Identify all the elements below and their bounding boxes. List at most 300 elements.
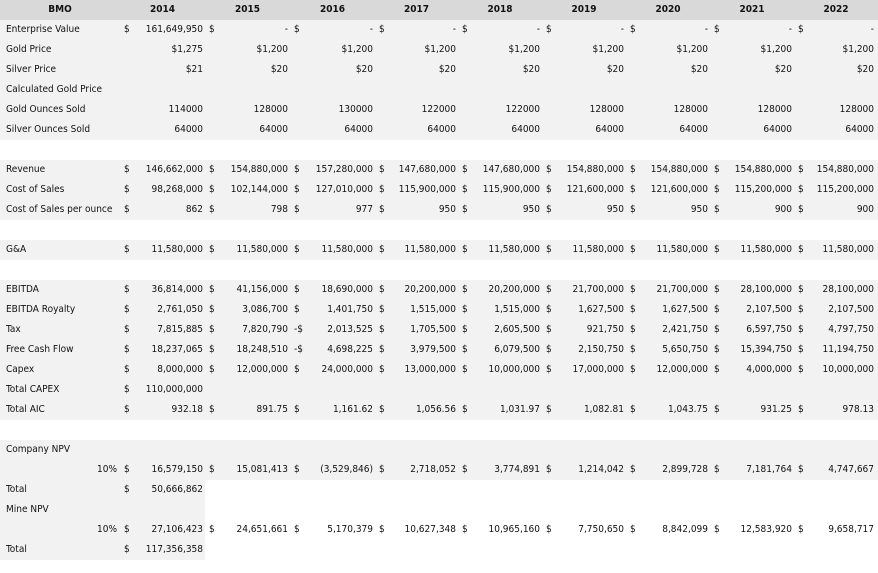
value-cell[interactable]: 24,000,000 <box>321 364 373 375</box>
value-cell[interactable]: 4,797,750 <box>828 324 874 335</box>
value-cell[interactable]: 15,394,750 <box>740 344 792 355</box>
currency-symbol: $ <box>546 164 552 175</box>
value-cell[interactable]: 1,627,500 <box>662 304 708 315</box>
value-cell[interactable]: 11,580,000 <box>740 244 792 255</box>
value-cell[interactable]: 157,280,000 <box>315 164 373 175</box>
value-cell[interactable]: 147,680,000 <box>398 164 456 175</box>
currency-symbol: $ <box>379 464 385 475</box>
currency-symbol: $ <box>714 244 720 255</box>
value-cell[interactable]: - <box>704 24 708 35</box>
value-cell[interactable]: 7,815,885 <box>157 324 203 335</box>
value-cell[interactable]: 4,747,667 <box>828 464 874 475</box>
value-cell[interactable]: 12,000,000 <box>656 364 708 375</box>
row-label[interactable]: G&A <box>6 244 27 255</box>
currency-symbol: $ <box>462 24 468 35</box>
currency-symbol: $ <box>124 484 130 495</box>
header-label[interactable]: BMO <box>48 4 72 15</box>
currency-symbol: $ <box>462 184 468 195</box>
value-cell[interactable]: $20 <box>606 64 624 75</box>
value-cell[interactable]: 891.75 <box>256 404 288 415</box>
currency-symbol: -$ <box>294 344 303 355</box>
currency-symbol: $ <box>546 344 552 355</box>
table-row <box>0 400 878 420</box>
value-cell[interactable]: 1,082.81 <box>583 404 624 415</box>
currency-symbol: $ <box>714 204 720 215</box>
currency-symbol: $ <box>124 324 130 335</box>
currency-symbol: $ <box>798 164 804 175</box>
currency-symbol: $ <box>462 304 468 315</box>
value-cell[interactable]: 127,010,000 <box>315 184 373 195</box>
table-row <box>0 180 878 200</box>
value-cell[interactable]: 2,718,052 <box>410 464 456 475</box>
table-row <box>0 420 878 440</box>
currency-symbol: $ <box>379 364 385 375</box>
value-cell[interactable]: $1,200 <box>341 44 373 55</box>
value-cell[interactable]: 977 <box>355 204 373 215</box>
value-cell[interactable]: 64000 <box>427 124 456 135</box>
header-row <box>0 0 878 20</box>
currency-symbol: $ <box>294 304 300 315</box>
row-label[interactable]: Silver Price <box>6 64 57 75</box>
currency-symbol: $ <box>209 464 215 475</box>
value-cell[interactable]: 18,237,065 <box>151 344 203 355</box>
currency-symbol: $ <box>379 164 385 175</box>
value-cell[interactable]: 1,515,000 <box>494 304 540 315</box>
year-header[interactable]: 2017 <box>403 4 430 15</box>
value-cell[interactable]: 6,597,750 <box>746 324 792 335</box>
currency-symbol: $ <box>294 24 300 35</box>
value-cell[interactable]: 2,150,750 <box>578 344 624 355</box>
currency-symbol: $ <box>294 364 300 375</box>
row-label[interactable]: EBITDA <box>6 284 39 295</box>
table-row <box>0 80 878 100</box>
value-cell[interactable]: $1,200 <box>676 44 708 55</box>
row-band <box>0 440 878 460</box>
value-cell[interactable]: 10,965,160 <box>488 524 540 535</box>
currency-symbol: $ <box>209 204 215 215</box>
value-cell[interactable]: 64000 <box>845 124 874 135</box>
value-cell[interactable]: 20,200,000 <box>488 284 540 295</box>
value-cell[interactable]: 3,774,891 <box>494 464 540 475</box>
currency-symbol: $ <box>124 364 130 375</box>
table-row <box>0 380 878 400</box>
table-row <box>0 540 878 560</box>
table-row <box>0 440 878 460</box>
value-cell[interactable]: 128000 <box>757 104 792 115</box>
currency-symbol: $ <box>546 364 552 375</box>
table-row <box>0 120 878 140</box>
row-label[interactable]: Silver Ounces Sold <box>6 124 91 135</box>
value-cell[interactable]: 1,515,000 <box>410 304 456 315</box>
value-cell[interactable]: - <box>870 24 874 35</box>
table-row <box>0 280 878 300</box>
value-cell[interactable]: $20 <box>270 64 288 75</box>
value-cell[interactable]: 7,820,790 <box>242 324 288 335</box>
currency-symbol: $ <box>546 284 552 295</box>
value-cell[interactable]: $1,200 <box>508 44 540 55</box>
currency-symbol: $ <box>209 304 215 315</box>
value-cell[interactable]: 21,700,000 <box>656 284 708 295</box>
currency-symbol: $ <box>546 184 552 195</box>
currency-symbol: $ <box>209 324 215 335</box>
currency-symbol: $ <box>379 24 385 35</box>
row-label[interactable]: Tax <box>6 324 21 335</box>
value-cell[interactable]: 900 <box>774 204 792 215</box>
value-cell[interactable]: 798 <box>270 204 288 215</box>
value-cell[interactable]: $20 <box>690 64 708 75</box>
value-cell[interactable]: 11,580,000 <box>404 244 456 255</box>
value-cell[interactable]: 154,880,000 <box>650 164 708 175</box>
currency-symbol: $ <box>546 304 552 315</box>
value-cell[interactable]: 11,580,000 <box>321 244 373 255</box>
value-cell[interactable]: 28,100,000 <box>740 284 792 295</box>
value-cell[interactable]: 64000 <box>344 124 373 135</box>
year-header[interactable]: 2019 <box>571 4 597 15</box>
value-cell[interactable]: 21,700,000 <box>572 284 624 295</box>
value-cell[interactable]: 154,880,000 <box>816 164 874 175</box>
currency-symbol: $ <box>798 524 804 535</box>
value-cell[interactable]: $1,200 <box>842 44 874 55</box>
currency-symbol: $ <box>714 324 720 335</box>
value-cell[interactable]: 24,651,661 <box>236 524 288 535</box>
currency-symbol: $ <box>798 24 804 35</box>
value-cell[interactable]: 98,268,000 <box>151 184 203 195</box>
year-header[interactable]: 2015 <box>234 4 261 15</box>
value-cell[interactable]: 7,181,764 <box>746 464 792 475</box>
currency-symbol: $ <box>630 204 636 215</box>
currency-symbol: $ <box>462 284 468 295</box>
value-cell[interactable]: 128000 <box>589 104 624 115</box>
value-cell[interactable]: 10,000,000 <box>488 364 540 375</box>
currency-symbol: $ <box>546 204 552 215</box>
value-cell[interactable]: 921,750 <box>586 324 624 335</box>
currency-symbol: $ <box>462 164 468 175</box>
currency-symbol: $ <box>209 184 215 195</box>
value-cell[interactable]: 1,705,500 <box>410 324 456 335</box>
row-label[interactable]: Enterprise Value <box>6 24 80 35</box>
value-cell[interactable]: 9,658,717 <box>828 524 874 535</box>
value-cell[interactable]: 10,000,000 <box>822 364 874 375</box>
row-label[interactable]: Company NPV <box>6 444 70 455</box>
value-cell[interactable]: 147,680,000 <box>482 164 540 175</box>
value-cell[interactable]: 115,900,000 <box>398 184 456 195</box>
value-cell[interactable]: $1,275 <box>171 44 203 55</box>
value-cell[interactable]: 2,899,728 <box>662 464 708 475</box>
value-cell[interactable]: 115,200,000 <box>734 184 792 195</box>
value-cell[interactable]: 18,690,000 <box>321 284 373 295</box>
value-cell[interactable]: 1,214,042 <box>578 464 624 475</box>
row-label[interactable]: Cost of Sales <box>6 184 65 195</box>
value-cell[interactable]: 50,666,862 <box>151 484 203 495</box>
value-cell[interactable]: - <box>788 24 792 35</box>
value-cell[interactable]: 11,580,000 <box>656 244 708 255</box>
value-cell[interactable]: 64000 <box>259 124 288 135</box>
value-cell[interactable]: 6,079,500 <box>494 344 540 355</box>
value-cell[interactable]: 900 <box>856 204 874 215</box>
currency-symbol: $ <box>714 164 720 175</box>
value-cell[interactable]: 122000 <box>421 104 456 115</box>
year-header[interactable]: 2021 <box>739 4 765 15</box>
value-cell[interactable]: 128000 <box>839 104 874 115</box>
value-cell[interactable]: 8,000,000 <box>157 364 203 375</box>
table-row <box>0 40 878 60</box>
currency-symbol: $ <box>294 204 300 215</box>
row-label[interactable]: EBITDA Royalty <box>6 304 76 315</box>
value-cell[interactable]: 950 <box>438 204 456 215</box>
row-label[interactable]: Total CAPEX <box>6 384 60 395</box>
currency-symbol: $ <box>798 244 804 255</box>
table-row <box>0 60 878 80</box>
currency-symbol: $ <box>124 404 130 415</box>
year-header[interactable]: 2020 <box>655 4 681 15</box>
value-cell[interactable]: 128000 <box>673 104 708 115</box>
currency-symbol: $ <box>714 364 720 375</box>
value-cell[interactable]: 8,842,099 <box>662 524 708 535</box>
value-cell[interactable]: 2,605,500 <box>494 324 540 335</box>
value-cell[interactable]: - <box>536 24 540 35</box>
currency-symbol: $ <box>630 184 636 195</box>
value-cell[interactable]: 3,979,500 <box>410 344 456 355</box>
row-label[interactable]: Gold Ounces Sold <box>6 104 86 115</box>
value-cell[interactable]: - <box>452 24 456 35</box>
value-cell[interactable]: 1,043.75 <box>667 404 708 415</box>
currency-symbol: $ <box>714 184 720 195</box>
row-label[interactable]: Calculated Gold Price <box>6 84 103 95</box>
value-cell[interactable]: $20 <box>522 64 540 75</box>
currency-symbol: $ <box>462 344 468 355</box>
row-label[interactable]: Cost of Sales per ounce <box>6 204 113 215</box>
currency-symbol: $ <box>714 304 720 315</box>
currency-symbol: $ <box>546 24 552 35</box>
currency-symbol: $ <box>209 344 215 355</box>
value-cell[interactable]: 11,580,000 <box>488 244 540 255</box>
table-row <box>0 360 878 380</box>
value-cell[interactable]: 4,698,225 <box>327 344 373 355</box>
currency-symbol: $ <box>630 24 636 35</box>
value-cell[interactable]: 931.25 <box>760 404 792 415</box>
value-cell[interactable]: 5,170,379 <box>327 524 373 535</box>
currency-symbol: $ <box>630 304 636 315</box>
value-cell[interactable]: 18,248,510 <box>236 344 288 355</box>
year-header[interactable]: 2016 <box>319 4 346 15</box>
value-cell[interactable]: $21 <box>185 64 203 75</box>
value-cell[interactable]: 12,000,000 <box>236 364 288 375</box>
table-row <box>0 220 878 240</box>
value-cell[interactable]: 1,161.62 <box>332 404 373 415</box>
value-cell[interactable]: 146,662,000 <box>145 164 203 175</box>
value-cell[interactable]: 64000 <box>511 124 540 135</box>
value-cell[interactable]: 64000 <box>174 124 203 135</box>
value-cell[interactable]: $20 <box>355 64 373 75</box>
value-cell[interactable]: 41,156,000 <box>236 284 288 295</box>
value-cell[interactable]: 4,000,000 <box>746 364 792 375</box>
value-cell[interactable]: 10,627,348 <box>404 524 456 535</box>
currency-symbol: $ <box>462 244 468 255</box>
value-cell[interactable]: 15,081,413 <box>236 464 288 475</box>
value-cell[interactable]: 121,600,000 <box>650 184 708 195</box>
value-cell[interactable]: 28,100,000 <box>822 284 874 295</box>
value-cell[interactable]: 154,880,000 <box>566 164 624 175</box>
value-cell[interactable]: 161,649,950 <box>145 24 203 35</box>
value-cell[interactable]: 64000 <box>595 124 624 135</box>
year-header[interactable]: 2022 <box>823 4 849 15</box>
value-cell[interactable]: 2,013,525 <box>327 324 373 335</box>
currency-symbol: $ <box>379 304 385 315</box>
currency-symbol: $ <box>798 204 804 215</box>
value-cell[interactable]: 2,421,750 <box>662 324 708 335</box>
value-cell[interactable]: 27,106,423 <box>151 524 203 535</box>
currency-symbol: $ <box>714 24 720 35</box>
currency-symbol: $ <box>798 284 804 295</box>
currency-symbol: $ <box>379 284 385 295</box>
value-cell[interactable]: 1,031.97 <box>499 404 540 415</box>
value-cell[interactable]: 1,056.56 <box>415 404 456 415</box>
currency-symbol: $ <box>462 204 468 215</box>
row-label[interactable]: Total AIC <box>6 404 45 415</box>
currency-symbol: $ <box>124 544 130 555</box>
currency-symbol: $ <box>209 364 215 375</box>
value-cell[interactable]: 114000 <box>168 104 203 115</box>
value-cell[interactable]: $20 <box>774 64 792 75</box>
currency-symbol: $ <box>124 24 130 35</box>
year-header[interactable]: 2018 <box>487 4 513 15</box>
row-label[interactable]: Total <box>6 484 27 495</box>
value-cell[interactable]: 17,000,000 <box>572 364 624 375</box>
currency-symbol: $ <box>798 404 804 415</box>
value-cell[interactable]: 115,900,000 <box>482 184 540 195</box>
currency-symbol: $ <box>294 184 300 195</box>
currency-symbol: $ <box>379 404 385 415</box>
currency-symbol: $ <box>294 524 300 535</box>
table-row <box>0 300 878 320</box>
value-cell[interactable]: 11,580,000 <box>572 244 624 255</box>
currency-symbol: $ <box>124 524 130 535</box>
value-cell[interactable]: 2,761,050 <box>157 304 203 315</box>
value-cell[interactable]: 1,401,750 <box>327 304 373 315</box>
currency-symbol: $ <box>630 524 636 535</box>
value-cell[interactable]: 130000 <box>338 104 373 115</box>
value-cell[interactable]: 13,000,000 <box>404 364 456 375</box>
value-cell[interactable]: - <box>284 24 288 35</box>
row-label[interactable]: Mine NPV <box>6 504 49 515</box>
value-cell[interactable]: 3,086,700 <box>242 304 288 315</box>
table-row <box>0 200 878 220</box>
value-cell[interactable]: 2,107,500 <box>828 304 874 315</box>
value-cell[interactable]: 102,144,000 <box>230 184 288 195</box>
value-cell[interactable]: 115,200,000 <box>816 184 874 195</box>
value-cell[interactable]: 154,880,000 <box>230 164 288 175</box>
value-cell[interactable]: 5,650,750 <box>662 344 708 355</box>
table-row <box>0 20 878 40</box>
currency-symbol: $ <box>462 364 468 375</box>
currency-symbol: $ <box>630 164 636 175</box>
currency-symbol: $ <box>798 344 804 355</box>
currency-symbol: $ <box>798 464 804 475</box>
value-cell[interactable]: 978.13 <box>842 404 874 415</box>
currency-symbol: $ <box>124 284 130 295</box>
value-cell[interactable]: 128000 <box>253 104 288 115</box>
value-cell[interactable]: 11,580,000 <box>822 244 874 255</box>
currency-symbol: $ <box>209 404 215 415</box>
currency-symbol: -$ <box>294 324 303 335</box>
currency-symbol: $ <box>124 164 130 175</box>
value-cell[interactable]: 36,814,000 <box>151 284 203 295</box>
value-cell[interactable]: 122000 <box>505 104 540 115</box>
value-cell[interactable]: 117,356,358 <box>145 544 203 555</box>
currency-symbol: $ <box>209 244 215 255</box>
value-cell[interactable]: 950 <box>690 204 708 215</box>
value-cell[interactable]: 64000 <box>679 124 708 135</box>
value-cell[interactable]: $1,200 <box>592 44 624 55</box>
value-cell[interactable]: 862 <box>185 204 203 215</box>
currency-symbol: $ <box>798 304 804 315</box>
currency-symbol: $ <box>379 324 385 335</box>
year-header[interactable]: 2014 <box>149 4 176 15</box>
value-cell[interactable]: - <box>620 24 624 35</box>
currency-symbol: $ <box>798 184 804 195</box>
row-label[interactable]: Revenue <box>6 164 46 175</box>
currency-symbol: $ <box>546 464 552 475</box>
discount-rate[interactable]: 10% <box>97 464 117 475</box>
value-cell[interactable]: $20 <box>438 64 456 75</box>
value-cell[interactable]: 11,580,000 <box>236 244 288 255</box>
value-cell[interactable]: 950 <box>522 204 540 215</box>
value-cell[interactable]: 121,600,000 <box>566 184 624 195</box>
value-cell[interactable]: - <box>369 24 373 35</box>
discount-rate[interactable]: 10% <box>97 524 117 535</box>
currency-symbol: $ <box>630 284 636 295</box>
value-cell[interactable]: 12,583,920 <box>740 524 792 535</box>
value-cell[interactable]: 932.18 <box>171 404 203 415</box>
value-cell[interactable]: 110,000,000 <box>145 384 203 395</box>
value-cell[interactable]: $1,200 <box>256 44 288 55</box>
currency-symbol: $ <box>630 464 636 475</box>
value-cell[interactable]: 64000 <box>763 124 792 135</box>
currency-symbol: $ <box>379 344 385 355</box>
value-cell[interactable]: 7,750,650 <box>578 524 624 535</box>
currency-symbol: $ <box>462 524 468 535</box>
value-cell[interactable]: 20,200,000 <box>404 284 456 295</box>
row-label[interactable]: Gold Price <box>6 44 52 55</box>
table-row <box>0 160 878 180</box>
table-row <box>0 140 878 160</box>
table-row <box>0 320 878 340</box>
row-label[interactable]: Total <box>6 544 27 555</box>
currency-symbol: $ <box>294 284 300 295</box>
value-cell[interactable]: 154,880,000 <box>734 164 792 175</box>
currency-symbol: $ <box>714 344 720 355</box>
value-cell[interactable]: $20 <box>856 64 874 75</box>
currency-symbol: $ <box>546 244 552 255</box>
row-label[interactable]: Free Cash Flow <box>6 344 74 355</box>
value-cell[interactable]: 16,579,150 <box>151 464 203 475</box>
value-cell[interactable]: $1,200 <box>760 44 792 55</box>
value-cell[interactable]: 950 <box>606 204 624 215</box>
value-cell[interactable]: 1,627,500 <box>578 304 624 315</box>
value-cell[interactable]: 11,194,750 <box>822 344 874 355</box>
currency-symbol: $ <box>714 524 720 535</box>
row-band <box>0 80 878 100</box>
currency-symbol: $ <box>209 24 215 35</box>
value-cell[interactable]: 2,107,500 <box>746 304 792 315</box>
value-cell[interactable]: (3,529,846) <box>320 464 373 475</box>
value-cell[interactable]: 11,580,000 <box>151 244 203 255</box>
row-label[interactable]: Capex <box>6 364 35 375</box>
table-row <box>0 340 878 360</box>
value-cell[interactable]: $1,200 <box>424 44 456 55</box>
currency-symbol: $ <box>630 244 636 255</box>
currency-symbol: $ <box>714 284 720 295</box>
